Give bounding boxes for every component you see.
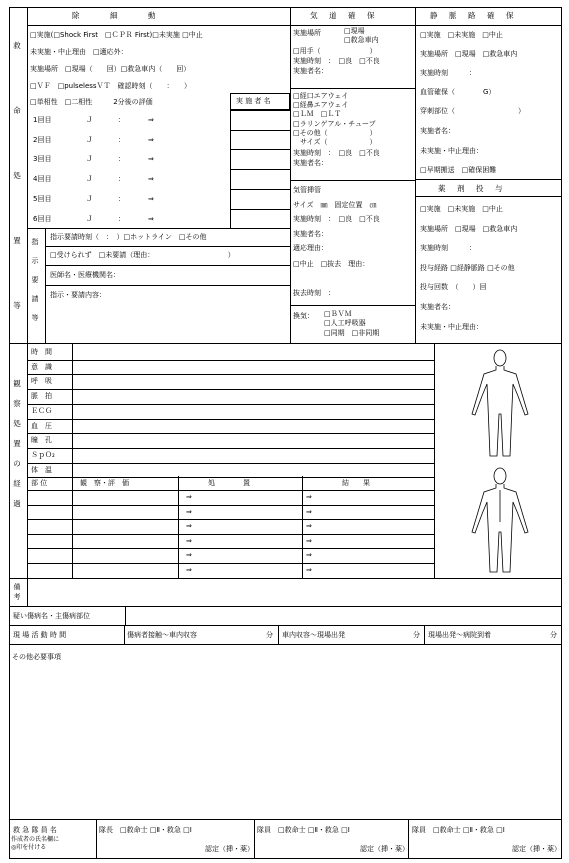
obs-arrow-1: ⇒: [186, 536, 192, 545]
vent-opt2: □人工呼吸器: [324, 319, 366, 327]
col-result: 結 果: [342, 479, 370, 487]
col-finding: 観 察・評 価: [80, 479, 129, 487]
sig-label2: 作成者の氏名欄に: [11, 836, 60, 843]
airway-device: □ＬＭ □ＬＴ: [293, 110, 342, 119]
attempt-label: 4回目: [33, 175, 52, 184]
vital-label: ＥＣＧ: [31, 406, 52, 415]
iv-row7: 未実施・中止理由：: [420, 147, 483, 155]
performer-header: 実 施 者 名: [236, 97, 271, 105]
vital-label: 時 間: [31, 348, 52, 356]
sig-member2-cert: 認定（挿・薬）: [512, 845, 561, 853]
col-site: 部 位: [31, 479, 48, 487]
drug-row1: □実施 □未実施 □中止: [420, 205, 503, 213]
time-unit-3: 分: [550, 631, 557, 639]
attempt-arrow: ⇒: [148, 155, 154, 164]
drug-row7: 未実施・中止理由：: [420, 323, 483, 331]
vent-label: 換気：: [293, 312, 314, 320]
airway-device: □ラリンゲアル・チューブ: [293, 119, 376, 128]
attempt-colon: ：: [118, 194, 125, 203]
drug-row5: 投与回数 （ ）回: [420, 283, 487, 291]
body-back-icon: [462, 466, 538, 576]
defib-row5: □単相性 □二相性 2分後の評価: [30, 98, 153, 106]
obs-arrow-2: ⇒: [306, 565, 312, 574]
vital-label: 意 識: [31, 362, 52, 371]
time-unit-1: 分: [266, 631, 273, 639]
obs-arrow-2: ⇒: [306, 522, 312, 530]
airway-site-opt1: □現場: [344, 27, 365, 35]
intubation-removal: 抜去時刻 ：: [293, 289, 335, 297]
drug-row2: 実施場所 □現場 □救急車内: [420, 225, 518, 233]
other-notes-box: [9, 644, 562, 820]
attempt-colon: ：: [118, 116, 125, 124]
obs-arrow-1: ⇒: [186, 565, 192, 574]
vent-opt3: □同期 □非同期: [324, 329, 380, 337]
intubation-time-eval: 実施時刻 ： □良 □不良: [293, 215, 380, 223]
drug-header: 薬 剤 投 与: [438, 184, 505, 193]
attempt-joule: Ｊ: [86, 194, 93, 203]
sig-chief-cert: 認定（挿・薬）: [205, 845, 254, 853]
attempt-label: 5回目: [33, 194, 52, 203]
airway-device: サイズ（ ）: [293, 138, 377, 146]
airway-device: □その他（ ）: [293, 128, 377, 137]
vital-label: 呼 吸: [31, 377, 52, 386]
drug-row3: 実施時刻 ：: [420, 244, 476, 252]
attempt-joule: Ｊ: [86, 155, 93, 164]
vital-label: 脈 拍: [31, 392, 52, 401]
diagnosis-label: 疑い傷病名・主傷病部位: [13, 612, 90, 620]
signature-box: [9, 819, 562, 859]
attempt-label: 1回目: [33, 116, 52, 124]
defib-header: 除 細 動: [72, 11, 158, 20]
airway-device: □経鼻エアウェイ: [293, 101, 349, 110]
iv-row6: 実施者名：: [420, 127, 455, 135]
sig-member1: 隊員 □救命士 □Ⅱ・救急 □Ⅰ: [257, 826, 350, 834]
iv-header: 静 脈 路 確 保: [430, 11, 516, 20]
airway-performer2: 実施者名：: [293, 159, 328, 167]
instr-row1: 指示要請時刻（ ： ）□ホットライン □その他: [50, 233, 207, 241]
observation-label: 観 察 処 置 の 経 過: [13, 379, 21, 508]
attempt-arrow: ⇒: [148, 135, 154, 144]
airway-time-eval2: 実施時刻 ： □良 □不良: [293, 149, 380, 157]
iv-row3: 実施時刻 ：: [420, 69, 476, 77]
time-depart-to-arrive: 現場出発～病院到着: [428, 631, 491, 639]
obs-arrow-1: ⇒: [186, 551, 192, 559]
instr-row2: □受けられず □未要請（理由： ）: [50, 251, 235, 259]
attempt-arrow: ⇒: [148, 194, 154, 203]
instr-row3: 医師名・医療機関名：: [50, 271, 120, 279]
obs-arrow-2: ⇒: [306, 507, 312, 516]
intubation-header: 気管挿管: [293, 186, 321, 194]
field-time-label: 現 場 活 動 時 間: [13, 631, 67, 639]
iv-row5: 穿刺部位（ ）: [420, 107, 525, 115]
defib-row4: □ＶＦ □pulselessＶＴ 確認時刻（ ： ）: [30, 82, 192, 90]
intubation-stop: □中止 □抜去 理由：: [293, 260, 370, 268]
attempt-arrow: ⇒: [148, 214, 154, 223]
sig-chief: 隊長 □救命士 □Ⅱ・救急 □Ⅰ: [99, 826, 192, 834]
iv-row8: □早期搬送 □確保困難: [420, 166, 497, 174]
attempt-arrow: ⇒: [148, 116, 154, 124]
vital-label: 瞳 孔: [31, 436, 52, 445]
intubation-size: サイズ ㎜ 固定位置 ㎝: [293, 201, 377, 209]
airway-header: 気 道 確 保: [310, 11, 377, 20]
attempt-label: 2回目: [33, 135, 52, 144]
vital-label: 血 圧: [31, 421, 52, 430]
attempt-colon: ：: [118, 155, 125, 164]
vital-label: ＳｐＯ₂: [31, 450, 55, 459]
sig-label1: 救 急 隊 員 名: [13, 826, 57, 834]
intubation-performer: 実施者名：: [293, 230, 328, 238]
attempt-joule: Ｊ: [86, 116, 93, 124]
vital-label: 体 温: [31, 465, 52, 474]
time-contact-to-load: 傷病者接触～車内収容: [127, 631, 197, 639]
attempt-label: 3回目: [33, 155, 52, 164]
attempt-colon: ：: [118, 135, 125, 144]
time-unit-2: 分: [413, 631, 420, 639]
iv-row1: □実施 □未実施 □中止: [420, 31, 503, 39]
section-label-rescue: 救 命 処 置 等: [13, 41, 21, 310]
instr-row4: 指示・要請内容：: [50, 291, 106, 299]
obs-arrow-2: ⇒: [306, 536, 312, 545]
attempt-colon: ：: [118, 175, 125, 184]
attempt-joule: Ｊ: [86, 135, 93, 144]
defib-row1: □実施(□Shock First □ＣＰＲ First)□未実施 □中止: [30, 31, 203, 39]
drug-row6: 実施者名：: [420, 303, 455, 311]
sig-member2: 隊員 □救命士 □Ⅱ・救急 □Ⅰ: [412, 826, 505, 834]
other-label: その他必要事項: [12, 653, 61, 661]
attempt-label: 6回目: [33, 214, 52, 223]
iv-row4: 血管確保（ G）: [420, 88, 496, 96]
body-front-icon: [462, 348, 538, 460]
defib-row2: 未実施・中止理由 □適応外：: [30, 48, 128, 56]
obs-arrow-2: ⇒: [306, 551, 312, 559]
airway-site: 実施場所: [293, 29, 321, 37]
obs-arrow-1: ⇒: [186, 522, 192, 530]
airway-manual: □用手（ ）: [293, 47, 377, 55]
airway-time-eval: 実施時刻 ： □良 □不良: [293, 57, 380, 65]
obs-arrow-1: ⇒: [186, 493, 192, 501]
sig-label3: ◎印を付ける: [11, 844, 47, 851]
intubation-reason: 適応理由：: [293, 244, 328, 252]
airway-device: □経口エアウェイ: [293, 92, 349, 100]
remarks-label: 備 考: [13, 583, 21, 601]
obs-arrow-1: ⇒: [186, 507, 192, 516]
attempt-joule: Ｊ: [86, 214, 93, 223]
iv-row2: 実施場所 □現場 □救急車内: [420, 50, 518, 58]
attempt-colon: ：: [118, 214, 125, 223]
airway-performer: 実施者名：: [293, 67, 328, 75]
instruction-label: 指 示 要 請 等: [31, 238, 39, 322]
drug-row4: 投与経路 □経静脈路 □その他: [420, 264, 515, 272]
attempt-joule: Ｊ: [86, 175, 93, 184]
time-load-to-depart: 車内収容～現場出発: [282, 631, 345, 639]
airway-site-opt2: □救急車内: [344, 36, 379, 44]
col-treatment: 処 置: [208, 479, 250, 487]
attempt-arrow: ⇒: [148, 175, 154, 184]
sig-member1-cert: 認定（挿・薬）: [360, 845, 409, 853]
vent-opt1: □ＢＶＭ: [324, 310, 352, 318]
obs-arrow-2: ⇒: [306, 493, 312, 501]
defib-row3: 実施場所 □現場（ 回）□救急車内（ 回）: [30, 65, 191, 73]
